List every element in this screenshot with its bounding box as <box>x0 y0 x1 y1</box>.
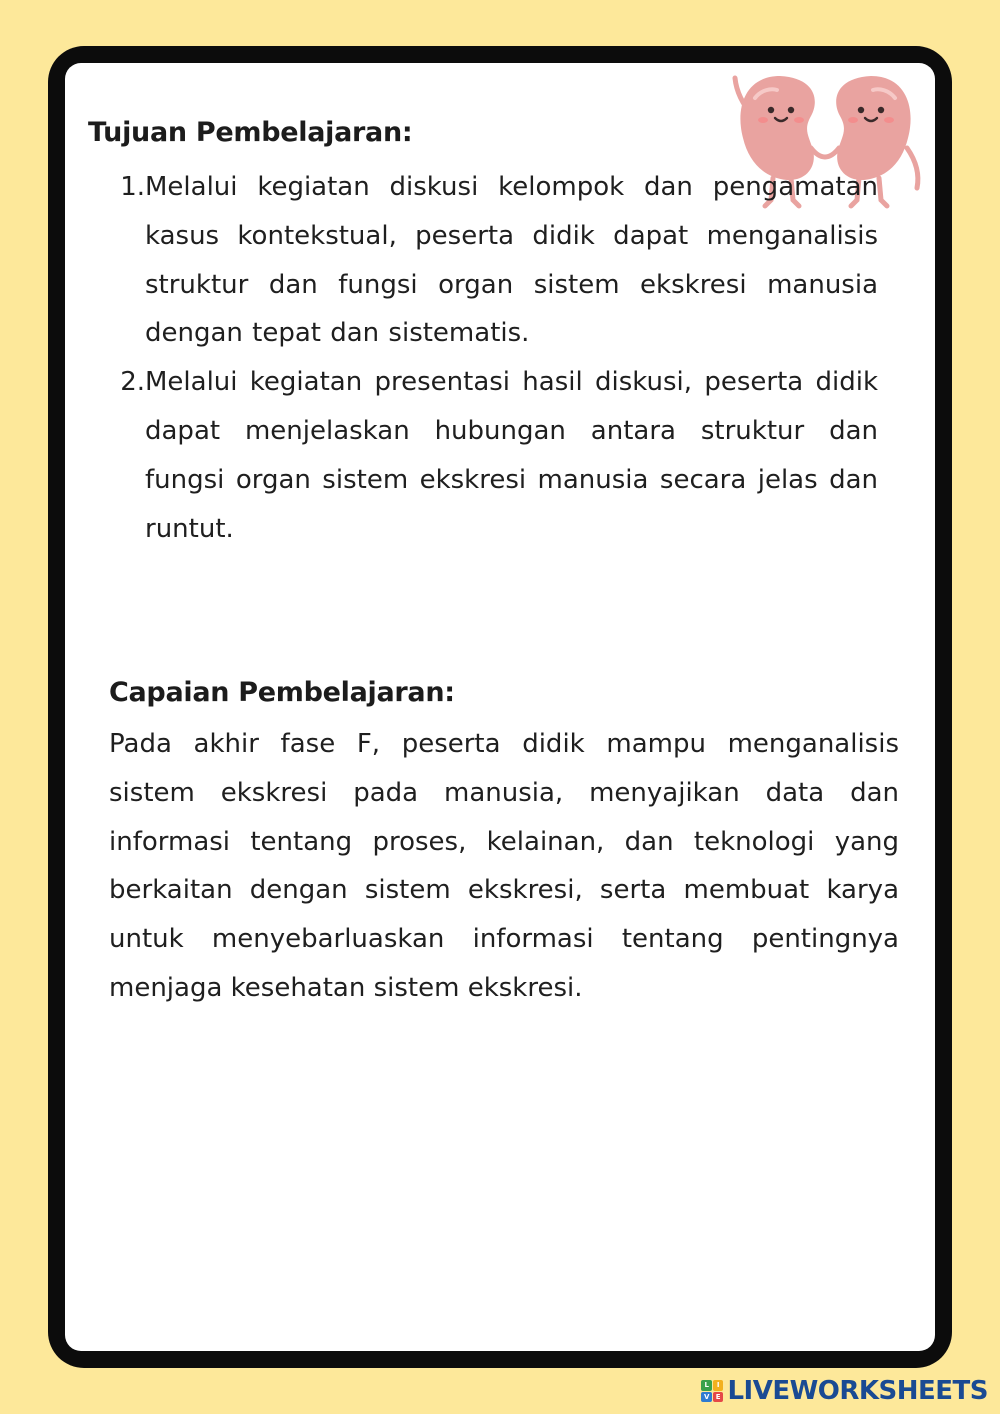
list-item-text: Melalui kegiatan presentasi hasil diskusi, peserta didik dapat menjelaskan hubungan antara struktur dan fungsi organ sistem ekskresi manusia secara jelas dan runtut. <box>145 367 878 544</box>
list-item <box>100 163 878 358</box>
logo-letter: E <box>713 1392 724 1403</box>
list-item-number: 1. <box>120 172 145 202</box>
list-item <box>100 358 878 553</box>
liveworksheets-logo-icon <box>701 1380 723 1402</box>
learning-objectives-list <box>100 163 878 553</box>
capaian-pembelajaran-text: Pada akhir fase F, peserta didik mampu menganalisis sistem ekskresi pada manusia, menyajikan data dan informasi tentang proses, kelainan, dan teknologi yang berkaitan dengan sistem ekskresi, serta membuat karya untuk menyebarluaskan informasi tentang pentingnya menjaga kesehatan sistem ekskresi. <box>109 729 899 1003</box>
tujuan-pembelajaran-title: Tujuan Pembelajaran: <box>88 117 413 148</box>
capaian-pembelajaran-title: Capaian Pembelajaran: <box>109 677 455 708</box>
brand-name: LIVEWORKSHEETS <box>727 1376 988 1406</box>
liveworksheets-brand <box>701 1376 988 1406</box>
logo-letter: L <box>701 1380 712 1391</box>
logo-letter: I <box>713 1380 724 1391</box>
list-item-text: Melalui kegiatan diskusi kelompok dan pengamatan kasus kontekstual, peserta didik dapat menganalisis struktur dan fungsi organ sistem ekskresi manusia dengan tepat dan sistematis. <box>145 172 878 349</box>
logo-letter: V <box>701 1392 712 1403</box>
list-item-number: 2. <box>120 367 145 398</box>
